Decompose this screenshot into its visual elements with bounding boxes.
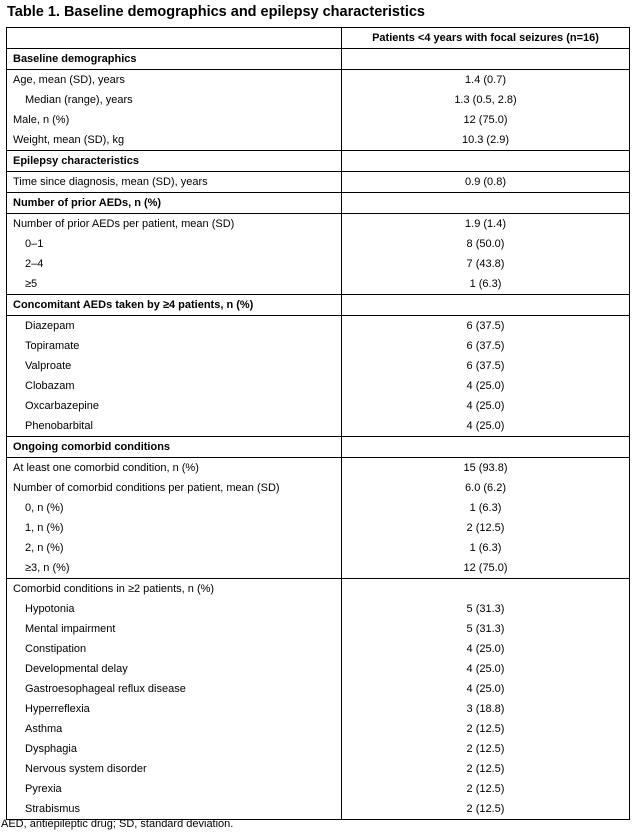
- row-value: 6 (37.5): [342, 356, 630, 376]
- table-row: [7, 316, 630, 337]
- header-blank-cell: [7, 28, 342, 49]
- row-label: Median (range), years: [7, 90, 342, 110]
- row-value: 2 (12.5): [342, 799, 630, 820]
- row-label: Male, n (%): [7, 110, 342, 130]
- table-row: [7, 214, 630, 235]
- row-label: ≥3, n (%): [7, 558, 342, 579]
- table-row: [7, 396, 630, 416]
- row-value: 2 (12.5): [342, 759, 630, 779]
- row-label: Asthma: [7, 719, 342, 739]
- row-value: 2 (12.5): [342, 779, 630, 799]
- demographics-table: [6, 27, 630, 820]
- table-row: [7, 356, 630, 376]
- row-label: Time since diagnosis, mean (SD), years: [7, 172, 342, 193]
- table-row: [7, 719, 630, 739]
- row-value: 4 (25.0): [342, 679, 630, 699]
- table-row: [7, 234, 630, 254]
- section-header-row: [7, 49, 630, 70]
- row-value: 5 (31.3): [342, 599, 630, 619]
- table-row: [7, 699, 630, 719]
- row-label: Pyrexia: [7, 779, 342, 799]
- row-label: Diazepam: [7, 316, 342, 337]
- row-label: Nervous system disorder: [7, 759, 342, 779]
- table-row: [7, 739, 630, 759]
- table-row: [7, 336, 630, 356]
- section-title: Comorbid conditions in ≥2 patients, n (%): [7, 579, 342, 600]
- section-header-row: [7, 295, 630, 316]
- table-title: Table 1. Baseline demographics and epilepsy characteristics: [7, 4, 425, 20]
- table-row: [7, 274, 630, 295]
- table-row: [7, 799, 630, 820]
- row-label: Gastroesophageal reflux disease: [7, 679, 342, 699]
- section-empty-cell: [342, 295, 630, 316]
- section-title: Epilepsy characteristics: [7, 151, 342, 172]
- row-label: Number of prior AEDs per patient, mean (SD): [7, 214, 342, 235]
- section-header-row: [7, 437, 630, 458]
- table-row: [7, 498, 630, 518]
- row-value: 2 (12.5): [342, 719, 630, 739]
- row-value: 8 (50.0): [342, 234, 630, 254]
- column-header: Patients <4 years with focal seizures (n=16): [342, 28, 630, 49]
- row-value: 4 (25.0): [342, 659, 630, 679]
- row-value: 3 (18.8): [342, 699, 630, 719]
- table-row: [7, 518, 630, 538]
- section-header-row: [7, 151, 630, 172]
- row-value: 2 (12.5): [342, 739, 630, 759]
- section-empty-cell: [342, 151, 630, 172]
- table-row: [7, 130, 630, 151]
- row-label: 1, n (%): [7, 518, 342, 538]
- row-value: 7 (43.8): [342, 254, 630, 274]
- row-value: 12 (75.0): [342, 558, 630, 579]
- table-row: [7, 172, 630, 193]
- table-body: [7, 28, 630, 820]
- section-title: Ongoing comorbid conditions: [7, 437, 342, 458]
- section-empty-cell: [342, 437, 630, 458]
- section-title: Concomitant AEDs taken by ≥4 patients, n (%): [7, 295, 342, 316]
- table-row: [7, 254, 630, 274]
- row-value: 1 (6.3): [342, 274, 630, 295]
- section-empty-cell: [342, 579, 630, 600]
- section-empty-cell: [342, 49, 630, 70]
- row-label: 2, n (%): [7, 538, 342, 558]
- section-empty-cell: [342, 193, 630, 214]
- row-value: 6.0 (6.2): [342, 478, 630, 498]
- row-value: 15 (93.8): [342, 458, 630, 479]
- table-row: [7, 619, 630, 639]
- table-row: [7, 659, 630, 679]
- row-label: Oxcarbazepine: [7, 396, 342, 416]
- row-label: Mental impairment: [7, 619, 342, 639]
- table-header-row: [7, 28, 630, 49]
- row-label: Age, mean (SD), years: [7, 70, 342, 91]
- row-label: Hypotonia: [7, 599, 342, 619]
- table-row: [7, 70, 630, 91]
- table-row: [7, 759, 630, 779]
- row-label: 0–1: [7, 234, 342, 254]
- table-row: [7, 538, 630, 558]
- row-label: Number of comorbid conditions per patient, mean (SD): [7, 478, 342, 498]
- table-row: [7, 639, 630, 659]
- table-row: [7, 478, 630, 498]
- row-label: Weight, mean (SD), kg: [7, 130, 342, 151]
- row-value: 1 (6.3): [342, 538, 630, 558]
- row-label: Topiramate: [7, 336, 342, 356]
- table-row: [7, 779, 630, 799]
- row-value: 4 (25.0): [342, 396, 630, 416]
- section-header-row: [7, 193, 630, 214]
- table-row: [7, 458, 630, 479]
- table-row: [7, 110, 630, 130]
- table-row: [7, 599, 630, 619]
- row-value: 1.3 (0.5, 2.8): [342, 90, 630, 110]
- row-label: Strabismus: [7, 799, 342, 820]
- row-value: 4 (25.0): [342, 376, 630, 396]
- section-title: Baseline demographics: [7, 49, 342, 70]
- row-value: 10.3 (2.9): [342, 130, 630, 151]
- row-label: Clobazam: [7, 376, 342, 396]
- section-title: Number of prior AEDs, n (%): [7, 193, 342, 214]
- row-value: 1 (6.3): [342, 498, 630, 518]
- row-label: ≥5: [7, 274, 342, 295]
- table-row: [7, 679, 630, 699]
- row-label: 0, n (%): [7, 498, 342, 518]
- row-value: 4 (25.0): [342, 416, 630, 437]
- table-footnote: AED, antiepileptic drug; SD, standard deviation.: [1, 818, 234, 830]
- row-value: 6 (37.5): [342, 336, 630, 356]
- row-value: 1.4 (0.7): [342, 70, 630, 91]
- row-label: Phenobarbital: [7, 416, 342, 437]
- row-label: Developmental delay: [7, 659, 342, 679]
- table-row: [7, 416, 630, 437]
- row-value: 2 (12.5): [342, 518, 630, 538]
- row-value: 5 (31.3): [342, 619, 630, 639]
- row-value: 6 (37.5): [342, 316, 630, 337]
- row-label: Constipation: [7, 639, 342, 659]
- section-header-row: [7, 579, 630, 600]
- row-label: Valproate: [7, 356, 342, 376]
- row-label: 2–4: [7, 254, 342, 274]
- row-label: Hyperreflexia: [7, 699, 342, 719]
- row-value: 0.9 (0.8): [342, 172, 630, 193]
- row-value: 12 (75.0): [342, 110, 630, 130]
- row-value: 4 (25.0): [342, 639, 630, 659]
- row-label: Dysphagia: [7, 739, 342, 759]
- table-row: [7, 558, 630, 579]
- table-row: [7, 90, 630, 110]
- row-value: 1.9 (1.4): [342, 214, 630, 235]
- table-row: [7, 376, 630, 396]
- row-label: At least one comorbid condition, n (%): [7, 458, 342, 479]
